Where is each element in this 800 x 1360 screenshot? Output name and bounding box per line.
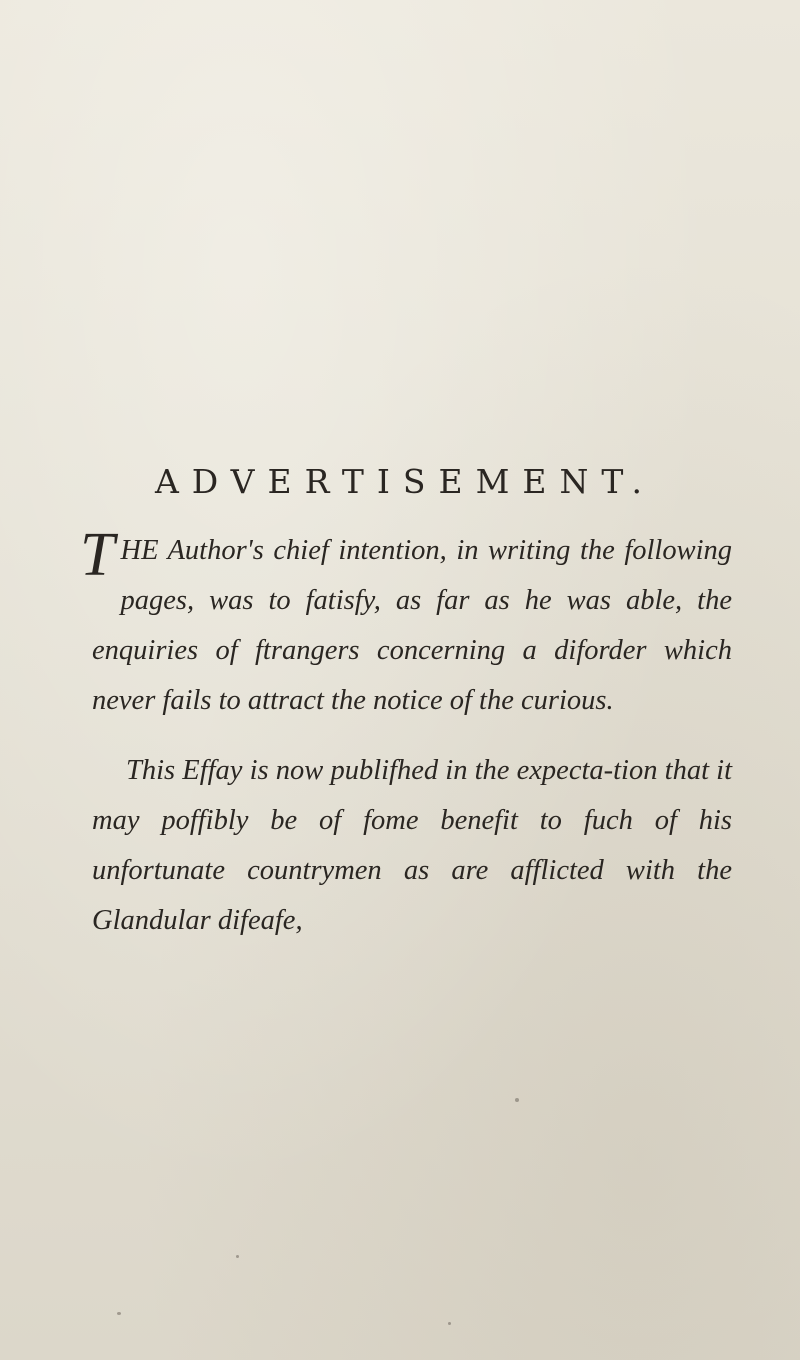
paper-speck bbox=[515, 1098, 519, 1102]
paragraph-purpose bbox=[92, 746, 732, 946]
paragraph-purpose-text: This Effay is now publifhed in the expecta-tion that it may poffibly be of fome benefit to fuch of his unfortunate countrymen as are afflicted with the Glandular difeafe, bbox=[92, 755, 732, 936]
paragraph-intro bbox=[80, 521, 732, 726]
paragraph-intro-text: HE Author's chief intention, in writing the following pages, was to fatisfy, as far as he was able, the enquiries of ftrangers concerning a diforder which never fails to attract the notice of the curious. bbox=[92, 535, 732, 716]
paper-speck bbox=[448, 1322, 451, 1325]
drop-cap: T bbox=[80, 521, 115, 589]
paper-speck bbox=[117, 1312, 121, 1315]
page-title: ADVERTISEMENT. bbox=[154, 462, 656, 501]
paper-speck bbox=[236, 1255, 239, 1258]
